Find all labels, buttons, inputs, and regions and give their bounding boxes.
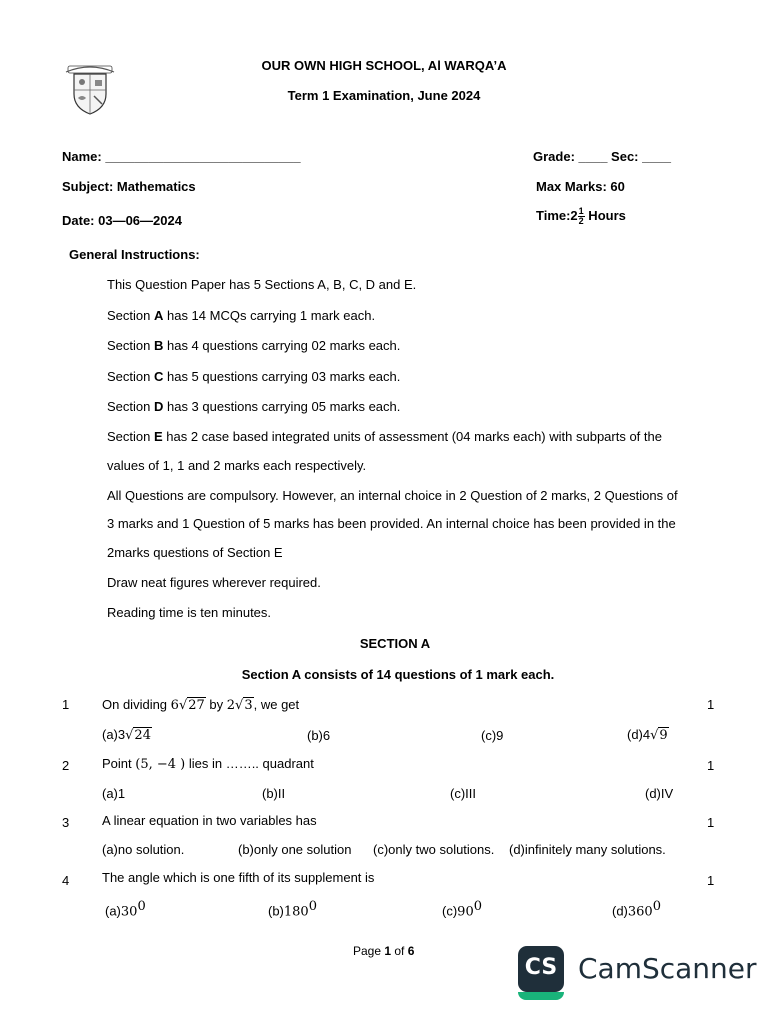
section-word: Section — [107, 308, 154, 323]
option-label: (b) — [268, 903, 284, 919]
option-a: (a)no solution. — [102, 842, 185, 857]
radical-expression: 6√27 — [170, 698, 205, 713]
text-part: Point — [102, 756, 136, 771]
question-marks: 1 — [707, 697, 715, 712]
option-c: (c)III — [450, 786, 476, 801]
camscanner-logo-accent — [518, 992, 564, 1000]
option-d — [627, 727, 669, 743]
option-b: (b)6 — [307, 728, 331, 743]
question-number: 3 — [62, 815, 70, 830]
section-letter: E — [153, 429, 163, 444]
radicand: 24 — [134, 728, 151, 743]
question-marks: 1 — [707, 758, 715, 773]
max-marks-label: Max Marks: 60 — [536, 179, 625, 194]
name-field: Name: ___________________________ — [62, 149, 301, 164]
option-a — [105, 899, 146, 919]
page-word: Page — [353, 944, 385, 958]
section-letter: B — [153, 338, 164, 353]
radicand: 9 — [659, 728, 668, 743]
time-fraction — [578, 207, 585, 226]
radicand: 27 — [188, 698, 205, 713]
instruction-compulsory-1: All Questions are compulsory. However, an internal choice in 2 Question of 2 marks, 2 Questions of — [107, 488, 678, 503]
question-number: 4 — [62, 873, 70, 888]
time-suffix: Hours — [584, 207, 626, 223]
coefficient: 2 — [226, 698, 236, 713]
section-word: Section — [107, 369, 154, 384]
question-text: The angle which is one fifth of its supplement is — [102, 870, 375, 885]
degree-superscript: 0 — [473, 899, 482, 914]
question-text — [102, 756, 314, 772]
instruction-compulsory-3: 2marks questions of Section E — [107, 545, 283, 560]
text-part: On dividing — [102, 697, 171, 712]
camscanner-wordmark: CamScanner — [578, 952, 757, 985]
time-label — [536, 207, 626, 226]
option-label: (a)3 — [102, 727, 126, 742]
grade-section-field: Grade: ____ Sec: ____ — [533, 149, 672, 164]
of-word: of — [391, 944, 408, 958]
option-b: (b)only one solution — [238, 842, 352, 857]
option-value: 360 — [627, 904, 653, 920]
section-desc: has 14 MCQs carrying 1 mark each. — [163, 308, 376, 323]
option-c — [442, 899, 482, 919]
question-number: 1 — [62, 697, 70, 712]
instruction-section-a — [107, 308, 375, 323]
degree-superscript: 0 — [308, 899, 317, 914]
section-letter: C — [153, 369, 164, 384]
page-current: 1 — [384, 944, 392, 958]
instruction-section-d — [107, 399, 400, 414]
option-label: (c) — [442, 903, 458, 919]
instruction-section-c — [107, 369, 400, 384]
option-label: (a) — [105, 903, 121, 919]
date-label: Date: 03—06—2024 — [62, 213, 182, 228]
question-number: 2 — [62, 758, 70, 773]
instructions-heading: General Instructions: — [69, 247, 200, 262]
option-b — [268, 899, 317, 919]
instruction-section-b — [107, 338, 400, 353]
subject-label: Subject: Mathematics — [62, 179, 196, 194]
radicand: 3 — [244, 698, 253, 713]
option-a: (a)1 — [102, 786, 126, 801]
instruction-sections: This Question Paper has 5 Sections A, B, C, D and E. — [107, 277, 417, 292]
section-word: Section — [107, 429, 154, 444]
text-part: by — [205, 697, 227, 712]
camscanner-logo-icon: CS — [518, 946, 564, 992]
option-value: 90 — [457, 904, 474, 920]
option-c: (c)9 — [481, 728, 504, 743]
question-marks: 1 — [707, 873, 715, 888]
time-prefix: Time:2 — [536, 207, 578, 223]
option-label: (d)4 — [627, 727, 651, 742]
fraction-denominator: 2 — [578, 216, 584, 226]
radical-expression: 2√3 — [226, 698, 253, 713]
option-c: (c)only two solutions. — [373, 842, 495, 857]
text-part: , we get — [253, 697, 300, 712]
point-coordinates: (5, −4 ) — [135, 757, 186, 772]
option-b: (b)II — [262, 786, 286, 801]
question-text — [102, 697, 299, 713]
radical: √24 — [125, 728, 151, 743]
instruction-figures: Draw neat figures wherever required. — [107, 575, 321, 590]
school-name: OUR OWN HIGH SCHOOL, Al WARQA’A — [261, 58, 507, 73]
page-number — [353, 944, 414, 958]
radical: √9 — [650, 728, 668, 743]
text-part: lies in …….. quadrant — [185, 756, 314, 771]
instruction-reading-time: Reading time is ten minutes. — [107, 605, 272, 620]
fraction-numerator: 1 — [578, 206, 584, 216]
option-label: (d) — [612, 903, 628, 919]
section-letter: D — [153, 399, 164, 414]
option-value: 30 — [120, 904, 138, 920]
option-d — [612, 899, 661, 919]
degree-superscript: 0 — [652, 899, 661, 914]
section-word: Section — [107, 338, 154, 353]
page-total: 6 — [407, 944, 415, 958]
degree-superscript: 0 — [137, 899, 146, 914]
option-value: 180 — [283, 904, 309, 920]
question-marks: 1 — [707, 815, 715, 830]
instruction-section-e — [107, 429, 662, 444]
section-desc: has 2 case based integrated units of assessment (04 marks each) with subparts of the — [162, 429, 662, 444]
section-letter: A — [153, 308, 164, 323]
option-d: (d)infinitely many solutions. — [509, 842, 666, 857]
section-desc: has 3 questions carrying 05 marks each. — [163, 399, 401, 414]
option-d: (d)IV — [645, 786, 674, 801]
section-a-subtitle: Section A consists of 14 questions of 1 mark each. — [241, 667, 555, 682]
section-a-title: SECTION A — [359, 636, 431, 651]
section-word: Section — [107, 399, 154, 414]
option-a — [102, 727, 152, 743]
exam-title: Term 1 Examination, June 2024 — [287, 88, 481, 103]
instruction-section-e-cont: values of 1, 1 and 2 marks each respectively. — [107, 458, 367, 473]
section-desc: has 5 questions carrying 03 marks each. — [163, 369, 401, 384]
instruction-compulsory-2: 3 marks and 1 Question of 5 marks has been provided. An internal choice has been provided in the — [107, 516, 676, 531]
section-desc: has 4 questions carrying 02 marks each. — [163, 338, 401, 353]
coefficient: 6 — [170, 698, 179, 713]
question-text: A linear equation in two variables has — [102, 813, 317, 828]
